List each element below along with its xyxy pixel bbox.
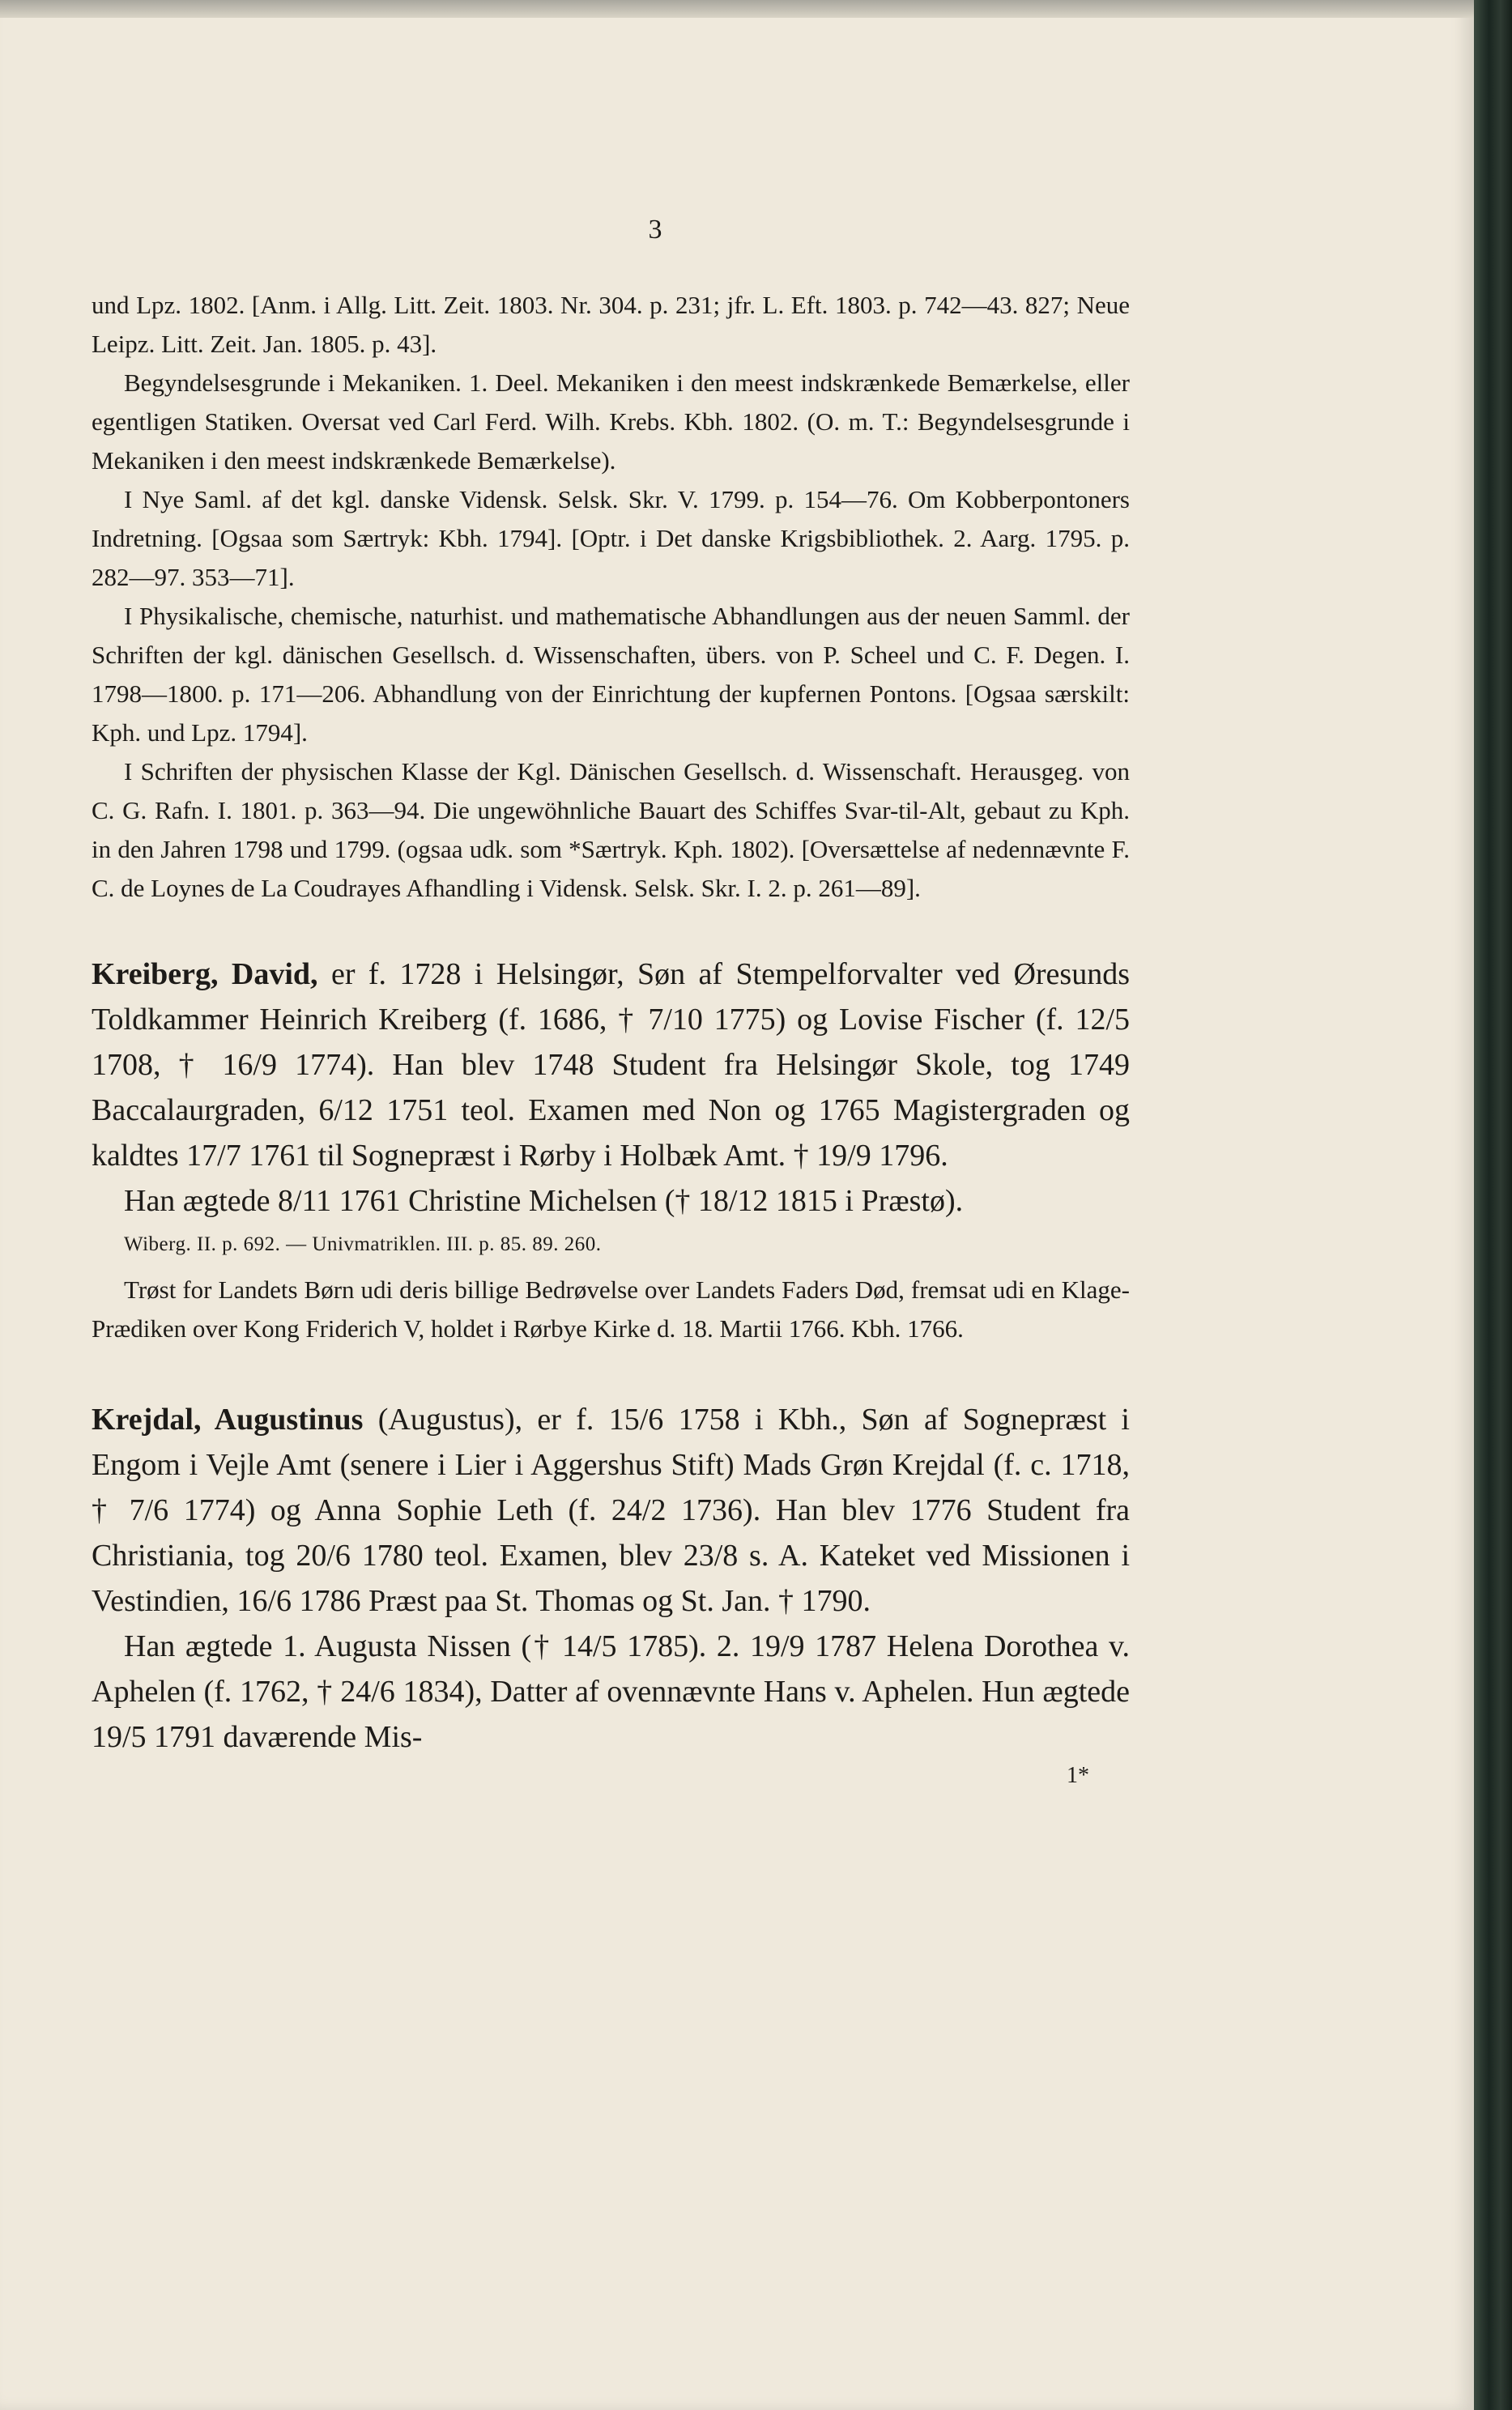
krejdal-bio-text: (Augustus), er f. 15/6 1758 i Kbh., Søn af Sognepræst i Engom i Vejle Amt (senere i Lier i Aggershus Stift) Mads Grøn Krejdal (f. c. 1718, † 7/6 1774) og Anna Sophie Leth (f. 24/2 1736). Han blev 1776 Student fra Christiania, tog 20/6 1780 teol. Examen, blev 23/8 s. A. Kateket ved Missionen i Vestindien, 16/6 1786 Præst paa St. Thomas og St. Jan. † 1790. xyxy=(92,1403,1130,1618)
kreiberg-name: Kreiberg, David, xyxy=(92,957,318,991)
krejdal-name: Krejdal, Augustinus xyxy=(92,1403,364,1437)
bibliography-entry: I Physikalische, chemische, naturhist. und mathematische Abhandlungen aus der neuen Samml. der Schriften der kgl. dänischen Gesellsch. d. Wissenschaften, übers. von P. Scheel und C. F. Degen. I. 1798—1800. p. 171—206. Abhandlung von der Einrichtung der kupfernen Pontons. [Ogsaa særskilt: Kph. und Lpz. 1794]. xyxy=(92,602,1130,747)
kreiberg-marriage: Han ægtede 8/11 1761 Christine Michelsen († 18/12 1815 i Præstø). xyxy=(124,1184,964,1218)
spacer xyxy=(92,919,1130,952)
top-edge xyxy=(0,0,1474,18)
bibliography-entry: I Nye Saml. af det kgl. danske Vidensk. Selsk. Skr. V. 1799. p. 154—76. Om Kobberpontoners Indretning. [Ogsaa som Særtryk: Kbh. 1794]. [Optr. i Det danske Krigsbibliothek. 2. Aarg. 1795. p. 282—97. 353—71]. xyxy=(92,485,1130,591)
krejdal-marriage: Han ægtede 1. Augusta Nissen († 14/5 1785). 2. 19/9 1787 Helena Dorothea v. Aphelen (f. 1762, † 24/6 1834), Datter af ovennævnte Hans v. Aphelen. Hun ægtede 19/5 1791 daværende Mis- xyxy=(92,1629,1130,1754)
entry-krejdal xyxy=(92,1397,1130,1760)
signature-mark: 1* xyxy=(1067,1763,1089,1788)
krejdal-bio xyxy=(92,1397,1130,1624)
spacer xyxy=(92,1348,1130,1397)
bibliography-entry: Begyndelsesgrunde i Mekaniken. 1. Deel. Mekaniken i den meest indskrænkede Bemærkelse, eller egentligen Statiken. Oversat ved Carl Ferd. Wilh. Krebs. Kbh. 1802. (O. m. T.: Begyndelsesgrunde i Mekaniken i den meest indskrænkede Bemærkelse). xyxy=(92,368,1130,475)
book-edge xyxy=(1474,0,1512,2410)
bibliography-entry: I Schriften der physischen Klasse der Kgl. Dänischen Gesellsch. d. Wissenschaft. Herausgeg. von C. G. Rafn. I. 1801. p. 363—94. Die ungewöhnliche Bauart des Schiffes Svar-til-Alt, gebaut zu Kph. in den Jahren 1798 und 1799. (ogsaa udk. som *Særtryk. Kph. 1802). [Oversættelse af nedennævnte F. C. de Loynes de La Coudrayes Afhandling i Vidensk. Selsk. Skr. I. 2. p. 261—89]. xyxy=(92,757,1130,902)
bibliography-entry: und Lpz. 1802. [Anm. i Allg. Litt. Zeit. 1803. Nr. 304. p. 231; jfr. L. Eft. 1803. p. 742—43. 827; Neue Leipz. Litt. Zeit. Jan. 1805. p. 43]. xyxy=(92,291,1130,358)
kreiberg-work: Trøst for Landets Børn udi deris billige Bedrøvelse over Landets Faders Død, fremsat udi en Klage-Prædiken over Kong Friderich V, holdet i Rørbye Kirke d. 18. Martii 1766. Kbh. 1766. xyxy=(92,1275,1130,1343)
continued-bibliography xyxy=(92,286,1130,908)
kreiberg-bio-text: er f. 1728 i Helsingør, Søn af Stempelforvalter ved Øresunds Toldkammer Heinrich Kreiberg (f. 1686, † 7/10 1775) og Lovise Fischer (f. 12/5 1708, † 16/9 1774). Han blev 1748 Student fra Helsingør Skole, tog 1749 Baccalaurgraden, 6/12 1751 teol. Examen med Non og 1765 Magistergraden og kaldtes 17/7 1761 til Sognepræst i Rørby i Holbæk Amt. † 19/9 1796. xyxy=(92,957,1130,1173)
page-content xyxy=(92,215,1130,1789)
kreiberg-bio xyxy=(92,952,1130,1178)
kreiberg-source: Wiberg. II. p. 692. — Univmatriklen. III. p. 85. 89. 260. xyxy=(124,1233,602,1255)
entry-kreiberg xyxy=(92,952,1130,1348)
page-number: 3 xyxy=(648,215,662,245)
